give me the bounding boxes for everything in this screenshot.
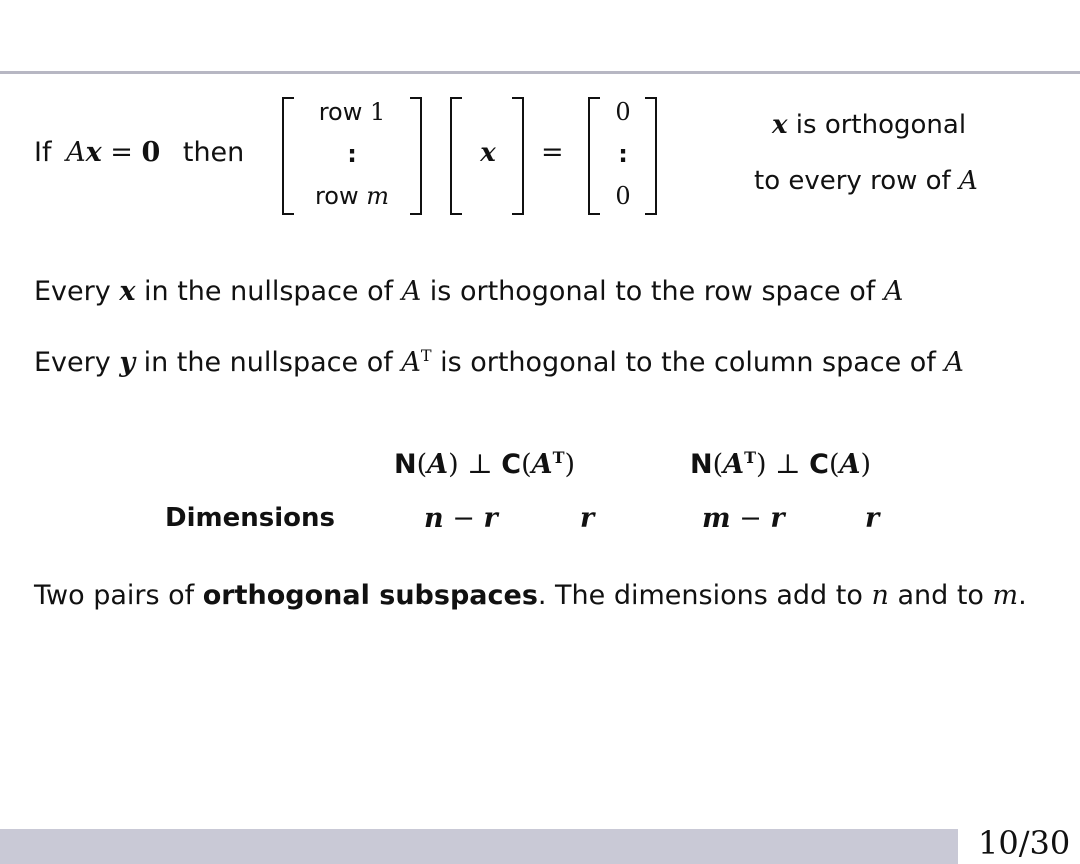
dimension-n-minus-r: n − r [424, 503, 498, 534]
dimension-r-right: r [865, 503, 880, 534]
summary-bold: orthogonal subspaces [202, 580, 538, 611]
dimensions-label: Dimensions [165, 503, 335, 533]
left-nullspace-column-space-line: Every y in the nullspace of $A^T$ is orthogonal to the column space of A [34, 346, 964, 378]
matrix-row-m: row m [314, 182, 390, 210]
zero-bottom: 0 [615, 182, 631, 210]
equals-sign: = [541, 137, 564, 168]
nullspace-row-space-line: Every x in the nullspace of A is orthogonal to the row space of A [34, 276, 904, 307]
vector-x: x [480, 138, 496, 168]
if-label: If [34, 137, 52, 168]
matrix-row-1: row 1 [318, 98, 386, 126]
ax-equals-zero: Ax = 0 [66, 137, 161, 168]
relation-left-nullspace-colspace: $N(A^T)$ ⊥ C(A) [690, 448, 872, 480]
note-line-2: to every row of A [754, 166, 978, 196]
progress-bar [0, 829, 958, 864]
page-number: 10/30 [978, 824, 1071, 862]
top-rule [0, 71, 1080, 74]
summary-line: Two pairs of orthogonal subspaces. The dimensions add to n and to m. [34, 580, 1027, 611]
zero-dots: : [618, 140, 628, 168]
zero-top: 0 [615, 98, 631, 126]
if-then-statement [34, 137, 244, 168]
then-label: then [182, 137, 245, 168]
dimension-m-minus-r: m − r [702, 503, 785, 534]
relation-nullspace-rowspace: N(A) ⊥ $C(A^T)$ [394, 448, 576, 480]
note-line-1: x is orthogonal [772, 110, 967, 140]
matrix-row-dots: : [347, 140, 357, 168]
dimension-r-left: r [580, 503, 595, 534]
